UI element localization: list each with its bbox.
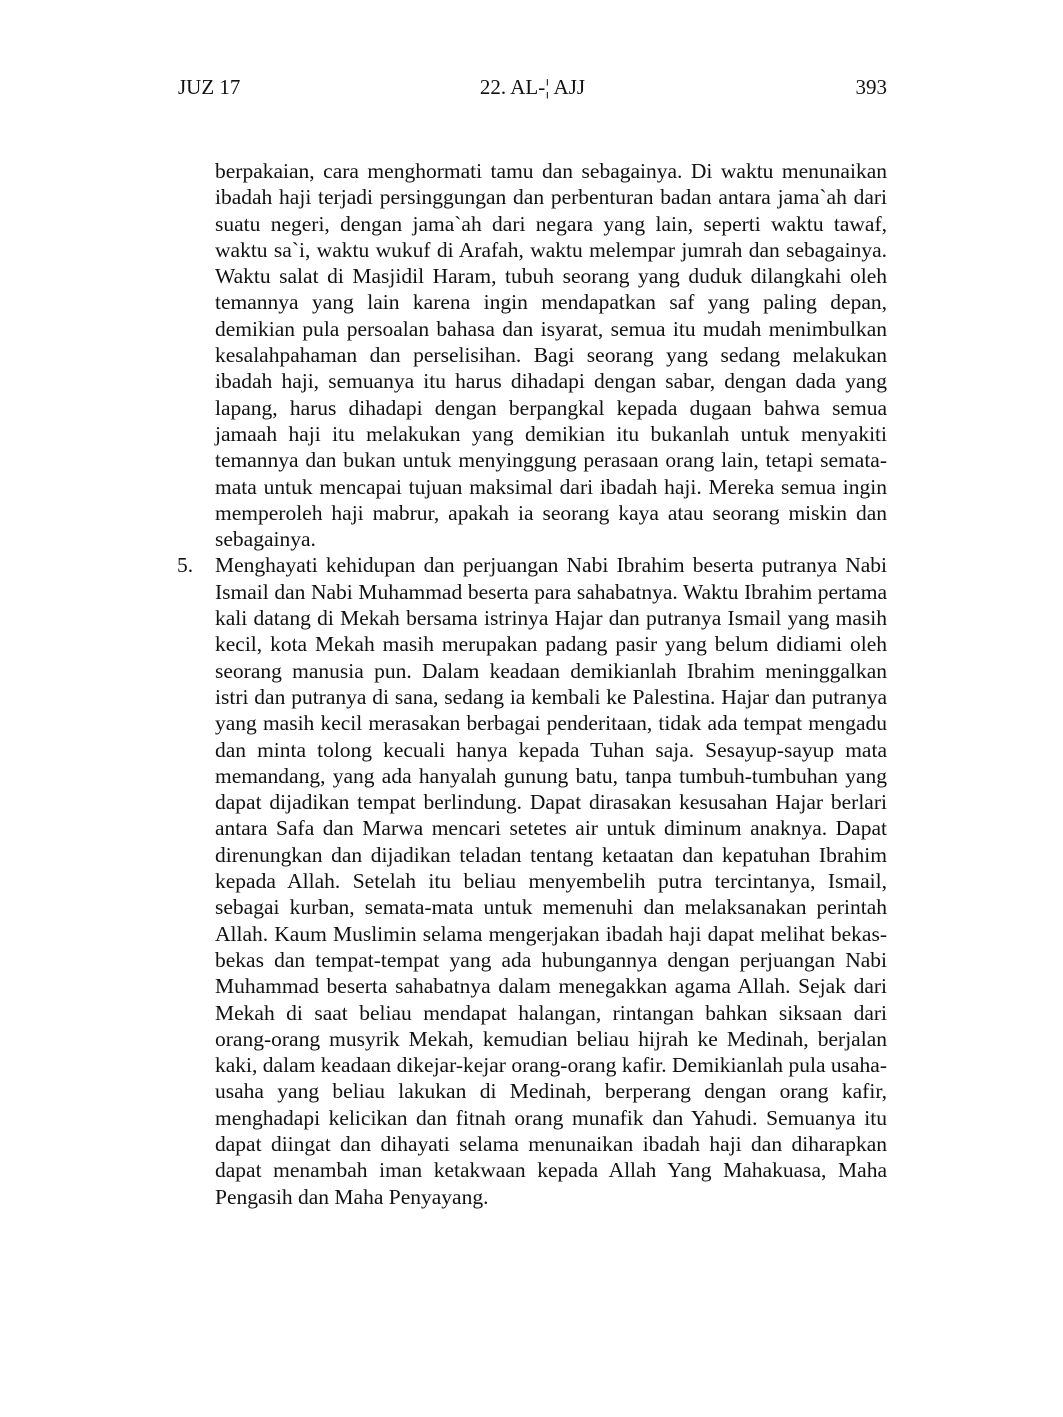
juz-label: JUZ 17 <box>178 75 241 99</box>
body-text <box>177 158 887 1210</box>
continuation-paragraph: berpakaian, cara menghormati tamu dan sebagainya. Di waktu menunaikan ibadah haji terjadi persinggungan dan perbenturan badan antara jama`ah dari suatu negeri, dengan jama`ah dari negara yang lain, seperti waktu tawaf, waktu sa`i, waktu wukuf di Arafah, waktu melempar jumrah dan sebagainya. Waktu salat di Masjidil Haram, tubuh seorang yang duduk dilangkahi oleh temannya yang lain karena ingin mendapatkan saf yang paling depan, demikian pula persoalan bahasa dan isyarat, semua itu mudah menimbulkan kesalahpahaman dan perselisihan. Bagi seorang yang sedang melakukan ibadah haji, semuanya itu harus dihadapi dengan sabar, dengan dada yang lapang, harus dihadapi dengan berpangkal kepada dugaan bahwa semua jamaah haji itu melakukan yang demikian itu bukanlah untuk menyakiti temannya dan bukan untuk menyinggung perasaan orang lain, tetapi semata-mata untuk mencapai tujuan maksimal dari ibadah haji. Mereka semua ingin memperoleh haji mabrur, apakah ia seorang kaya atau seorang miskin dan sebagainya. <box>215 159 887 552</box>
running-header <box>178 72 887 102</box>
list-item-text: Menghayati kehidupan dan perjuangan Nabi Ibrahim beserta putranya Nabi Ismail dan Nabi Muhammad beserta para sahabatnya. Waktu Ibrahim pertama kali datang di Mekah bersama istrinya Hajar dan putranya Ismail yang masih kecil, kota Mekah masih merupakan padang pasir yang belum didiami oleh seorang manusia pun. Dalam keadaan demikianlah Ibrahim meninggalkan istri dan putranya di sana, sedang ia kembali ke Palestina. Hajar dan putranya yang masih kecil merasakan berbagai penderitaan, tidak ada tempat mengadu dan minta tolong kecuali hanya kepada Tuhan saja. Sesayup-sayup mata memandang, yang ada hanyalah gunung batu, tanpa tumbuh-tumbuhan yang dapat dijadikan tempat berlindung. Dapat dirasakan kesusahan Hajar berlari antara Safa dan Marwa mencari setetes air untuk diminum anaknya. Dapat direnungkan dan dijadikan teladan tentang ketaatan dan kepatuhan Ibrahim kepada Allah. Setelah itu beliau menyembelih putra tercintanya, Ismail, sebagai kurban, semata-mata untuk memenuhi dan melaksanakan perintah Allah. Kaum Muslimin selama mengerjakan ibadah haji dapat melihat bekas-bekas dan tempat-tempat yang ada hubungannya dengan perjuangan Nabi Muhammad beserta sahabatnya dalam menegakkan agama Allah. Sejak dari Mekah di saat beliau mendapat halangan, rintangan bahkan siksaan dari orang-orang musyrik Mekah, kemudian beliau hijrah ke Medinah, berjalan kaki, dalam keadaan dikejar-kejar orang-orang kafir. Demikianlah pula usaha-usaha yang beliau lakukan di Medinah, berperang dengan orang kafir, menghadapi kelicikan dan fitnah orang munafik dan Yahudi. Semuanya itu dapat diingat dan dihayati selama menunaikan ibadah haji dan diharapkan dapat menambah iman ketakwaan kepada Allah Yang Mahakuasa, Maha Pengasih dan Maha Penyayang. <box>215 553 887 1209</box>
page-number: 393 <box>855 75 887 99</box>
list-marker: 5. <box>177 553 194 578</box>
list-item-5 <box>177 552 887 1209</box>
surah-title: 22. AL-¦ AJJ <box>479 75 586 99</box>
